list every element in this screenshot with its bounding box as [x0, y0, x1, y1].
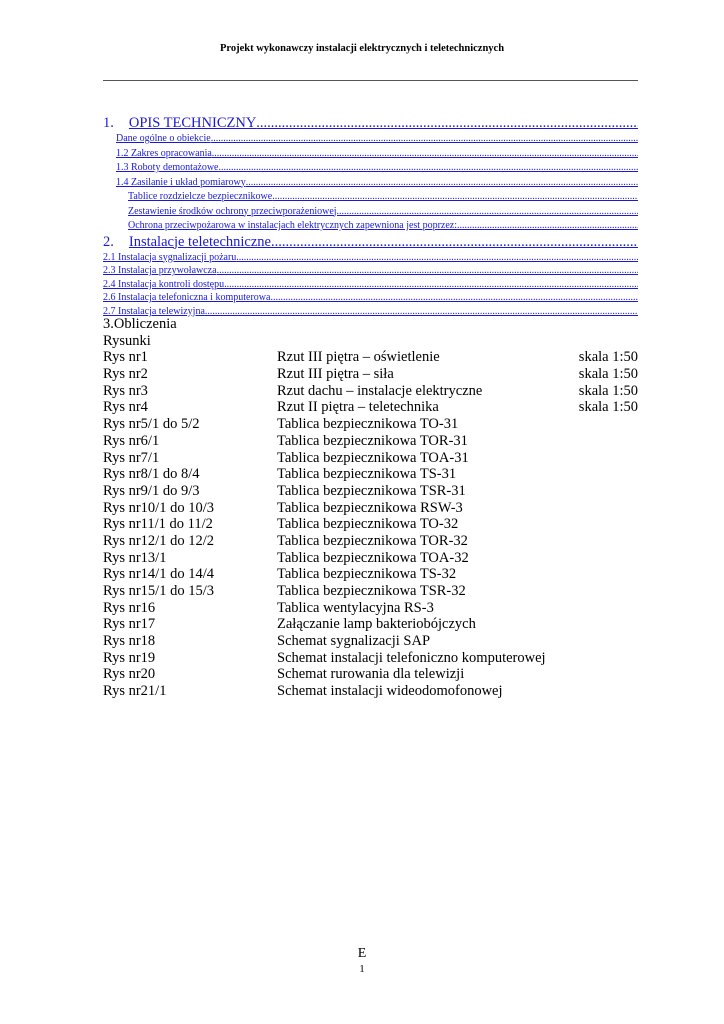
drawing-scale	[558, 650, 638, 667]
toc-subitem[interactable]	[103, 219, 638, 234]
drawing-scale	[558, 483, 638, 500]
drawing-row	[103, 433, 638, 450]
drawing-description: Rzut III piętra – oświetlenie	[277, 349, 440, 366]
toc-section-1[interactable]	[103, 115, 638, 132]
toc-leader	[212, 147, 638, 162]
drawings-heading: Rysunki	[103, 332, 151, 349]
drawing-scale	[558, 666, 638, 683]
drawing-row	[103, 666, 638, 683]
toc-leader	[337, 205, 638, 220]
drawing-description: Rzut II piętra – teletechnika	[277, 399, 439, 416]
drawing-description: Schemat rurowania dla telewizji	[277, 666, 465, 683]
drawing-scale: skala 1:50	[578, 349, 638, 366]
drawing-number: Rys nr6/1	[103, 432, 160, 449]
drawing-number: Rys nr13/1	[103, 549, 167, 566]
drawing-row	[103, 466, 638, 483]
drawing-description: Tablica bezpiecznikowa TOA-31	[277, 449, 469, 466]
toc-item[interactable]	[103, 132, 638, 147]
page-number: 1	[359, 963, 365, 975]
toc-item[interactable]	[103, 251, 638, 265]
drawing-number: Rys nr3	[103, 382, 148, 399]
drawing-scale	[558, 450, 638, 467]
drawing-scale	[558, 416, 638, 433]
drawing-row	[103, 483, 638, 500]
drawing-description: Rzut III piętra – siła	[277, 366, 394, 383]
toc-leader	[272, 190, 638, 205]
toc-item[interactable]	[103, 161, 638, 176]
toc-section-label: Instalacje teletechniczne	[128, 233, 271, 250]
drawing-number: Rys nr2	[103, 366, 148, 383]
drawing-description: Tablica bezpiecznikowa TSR-31	[277, 482, 466, 499]
toc-item[interactable]	[103, 147, 638, 162]
drawing-number: Rys nr16	[103, 599, 156, 616]
footer-letter: E	[357, 946, 367, 961]
toc-leader	[217, 264, 638, 278]
drawing-number: Rys nr1	[103, 349, 148, 366]
drawing-number: Rys nr10/1 do 10/3	[103, 499, 214, 516]
toc-item-label: Ochrona przeciwpożarowa w instalacjach elektrycznych zapewniona jest poprzez:	[128, 220, 458, 231]
toc-item[interactable]	[103, 176, 638, 191]
page-footer	[0, 946, 724, 976]
toc-item-label: 1.4 Zasilanie i układ pomiarowy	[116, 176, 246, 188]
drawing-number: Rys nr11/1 do 11/2	[103, 516, 213, 533]
drawing-description: Schemat sygnalizacji SAP	[277, 633, 431, 650]
toc-leader	[271, 234, 638, 251]
toc-item-label: 2.1 Instalacja sygnalizacji pożaru	[103, 251, 237, 263]
drawing-description: Rzut dachu – instalacje elektryczne	[277, 382, 483, 399]
drawing-row	[103, 600, 638, 617]
drawing-description: Tablica bezpiecznikowa TO-32	[277, 516, 459, 533]
drawing-scale: skala 1:50	[578, 399, 638, 416]
drawings-list	[103, 349, 638, 699]
drawing-scale	[558, 583, 638, 600]
drawings-section	[103, 316, 638, 700]
drawing-description: Tablica bezpiecznikowa RSW-3	[277, 499, 463, 516]
toc-leader	[246, 176, 638, 191]
drawing-row	[103, 616, 638, 633]
toc-leader	[224, 278, 638, 292]
toc-subitem[interactable]	[103, 205, 638, 220]
toc-item-label: 1.2 Zakres opracowania	[116, 147, 212, 159]
toc-leader	[256, 115, 638, 132]
toc-item-label: 2.7 Instalacja telewizyjna	[103, 305, 205, 317]
drawing-scale	[558, 466, 638, 483]
calculations-heading: 3.Obliczenia	[103, 316, 177, 332]
drawing-description: Tablica bezpiecznikowa TOR-31	[277, 432, 468, 449]
drawing-scale	[558, 633, 638, 650]
drawing-row	[103, 633, 638, 650]
drawing-description: Tablica bezpiecznikowa TSR-32	[277, 583, 466, 600]
toc-item-label: 2.3 Instalacja przywoławcza	[103, 265, 217, 277]
toc-item-label: 2.4 Instalacja kontroli dostępu	[103, 278, 225, 290]
toc-item-label: Dane ogólne o obiekcie	[116, 133, 211, 144]
drawing-row	[103, 416, 638, 433]
drawing-number: Rys nr17	[103, 616, 156, 633]
drawing-description: Tablica bezpiecznikowa TOA-32	[277, 549, 469, 566]
drawing-row	[103, 533, 638, 550]
drawing-scale	[558, 533, 638, 550]
table-of-contents	[103, 115, 638, 318]
drawing-description: Tablica bezpiecznikowa TS-31	[277, 466, 457, 483]
drawing-row	[103, 583, 638, 600]
drawing-description: Załączanie lamp bakteriobójczych	[277, 616, 476, 633]
drawing-number: Rys nr20	[103, 666, 156, 683]
toc-leader	[236, 251, 638, 265]
drawing-scale	[558, 433, 638, 450]
toc-leader	[211, 132, 638, 147]
drawing-row	[103, 550, 638, 567]
drawing-row	[103, 366, 638, 383]
toc-item[interactable]	[103, 291, 638, 305]
drawing-row	[103, 399, 638, 416]
drawing-description: Schemat instalacji telefoniczno komputerowej	[277, 649, 546, 666]
drawing-number: Rys nr18	[103, 633, 156, 650]
drawing-scale	[558, 566, 638, 583]
drawing-number: Rys nr8/1 do 8/4	[103, 466, 200, 483]
toc-item-label: 1.3 Roboty demontażowe	[116, 162, 219, 173]
drawing-scale: skala 1:50	[578, 366, 638, 383]
drawing-scale	[558, 500, 638, 517]
toc-leader	[457, 219, 638, 234]
drawing-row	[103, 566, 638, 583]
toc-section-2[interactable]	[103, 234, 638, 251]
drawing-scale	[558, 516, 638, 533]
toc-leader	[218, 161, 638, 176]
header-divider	[103, 80, 638, 81]
drawing-number: Rys nr19	[103, 649, 156, 666]
drawing-number: Rys nr21/1	[103, 683, 167, 700]
drawing-scale	[558, 616, 638, 633]
drawing-number: Rys nr15/1 do 15/3	[103, 583, 214, 600]
drawing-row	[103, 383, 638, 400]
page-header: Projekt wykonawczy instalacji elektrycznych i teletechnicznych	[219, 43, 505, 54]
toc-item[interactable]	[103, 264, 638, 278]
drawing-description: Tablica bezpiecznikowa TOR-32	[277, 532, 468, 549]
toc-section-label: OPIS TECHNICZNY	[128, 115, 257, 131]
toc-item-label: Tablice rozdzielcze bezpiecznikowe	[128, 191, 273, 202]
drawing-description: Tablica wentylacyjna RS-3	[277, 599, 434, 616]
drawing-row	[103, 650, 638, 667]
toc-section-number: 1.	[103, 115, 114, 131]
drawing-number: Rys nr9/1 do 9/3	[103, 482, 200, 499]
drawing-description: Tablica bezpiecznikowa TS-32	[277, 566, 457, 583]
toc-subitem[interactable]	[103, 190, 638, 205]
drawing-scale	[558, 600, 638, 617]
drawing-scale	[558, 550, 638, 567]
drawing-description: Schemat instalacji wideodomofonowej	[277, 683, 503, 700]
toc-item-label: Zestawienie środków ochrony przeciwporażeniowej	[128, 205, 337, 217]
drawing-number: Rys nr14/1 do 14/4	[103, 566, 214, 583]
drawing-row	[103, 450, 638, 467]
drawing-row	[103, 683, 638, 700]
drawing-description: Tablica bezpiecznikowa TO-31	[277, 416, 459, 433]
toc-item-label: 2.6 Instalacja telefoniczna i komputerowa	[103, 292, 271, 304]
toc-item[interactable]	[103, 278, 638, 292]
drawing-row	[103, 516, 638, 533]
drawing-number: Rys nr4	[103, 399, 148, 416]
drawing-scale	[558, 683, 638, 700]
drawing-row	[103, 349, 638, 366]
toc-section-number: 2.	[103, 233, 114, 250]
toc-leader	[270, 291, 638, 305]
drawing-number: Rys nr5/1 do 5/2	[103, 416, 200, 433]
drawing-number: Rys nr7/1	[103, 449, 160, 466]
drawing-number: Rys nr12/1 do 12/2	[103, 532, 214, 549]
drawing-scale: skala 1:50	[578, 382, 638, 399]
drawing-row	[103, 500, 638, 517]
